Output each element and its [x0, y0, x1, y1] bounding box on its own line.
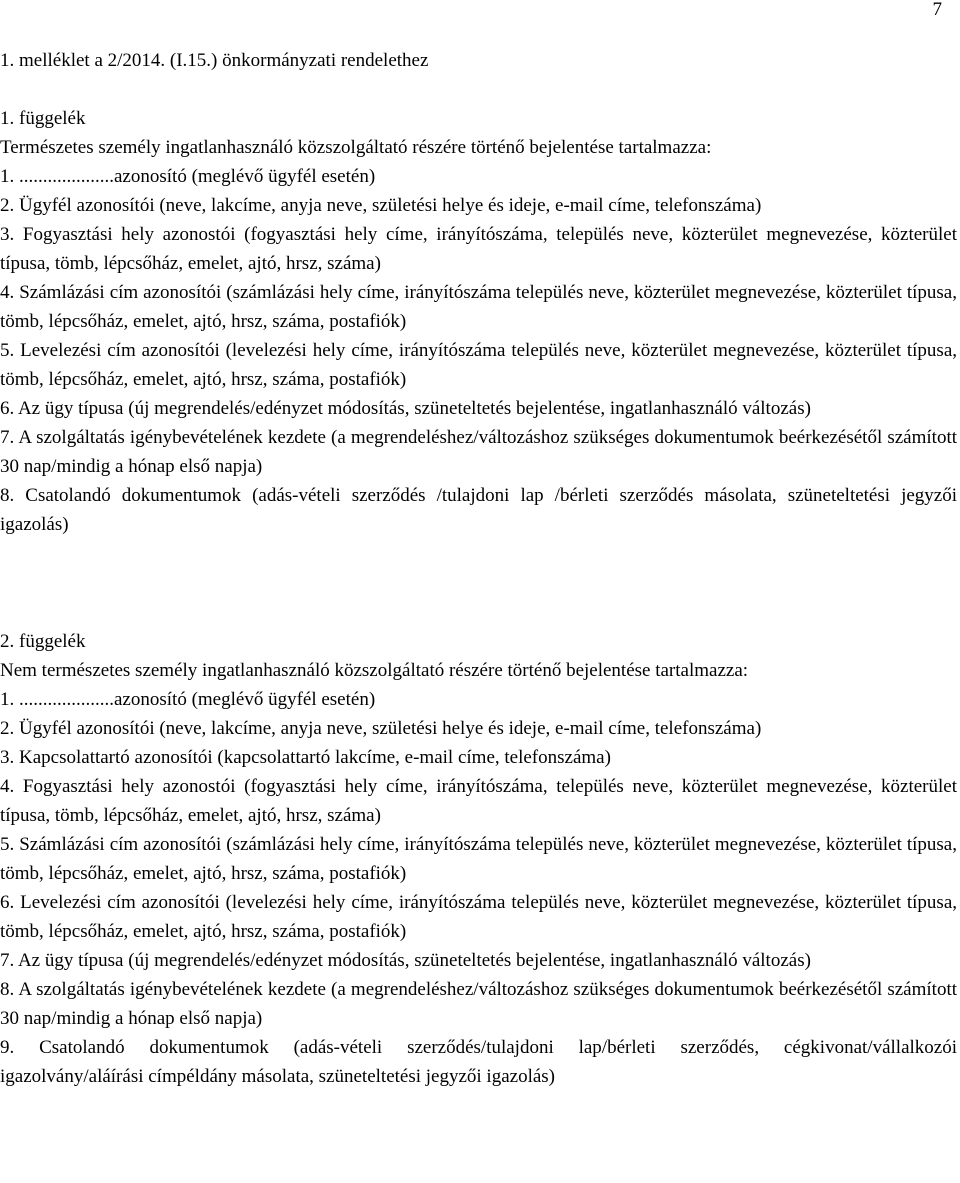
- appendix-2-item: 1. ....................azonosító (meglévő ügyfél esetén): [0, 689, 376, 710]
- appendix-1-intro: Természetes személy ingatlanhasználó közszolgáltató részére történő bejelentése tartalmazza:: [0, 137, 712, 158]
- appendix-2-item: 7. Az ügy típusa (új megrendelés/edényzet módosítás, szüneteltetés bejelentése, ingatlanhasználó változás): [0, 950, 811, 971]
- appendix-1-item: 7. A szolgáltatás igénybevételének kezdete (a megrendeléshez/változáshoz szükséges dokumentumok beérkezésétől számított 30 nap/mindig a hónap első napja): [0, 427, 957, 477]
- appendix-1-item: 8. Csatolandó dokumentumok (adás-vételi szerződés /tulajdoni lap /bérleti szerződés másolata, szüneteltetési jegyzői igazolás): [0, 485, 957, 535]
- appendix-1-item: 6. Az ügy típusa (új megrendelés/edényzet módosítás, szüneteltetés bejelentése, ingatlanhasználó változás): [0, 398, 811, 419]
- appendix-2-item: 4. Fogyasztási hely azonostói (fogyasztási hely címe, irányítószáma, település neve, közterület megnevezése, közterület típusa, tömb, lépcsőház, emelet, ajtó, hrsz, száma): [0, 776, 957, 826]
- appendix-1-item: 2. Ügyfél azonosítói (neve, lakcíme, anyja neve, születési helye és ideje, e-mail címe, telefonszáma): [0, 195, 762, 216]
- document-content: [0, 46, 957, 1091]
- appendix-1-item: 3. Fogyasztási hely azonostói (fogyasztási hely címe, irányítószáma, település neve, közterület megnevezése, közterület típusa, tömb, lépcsőház, emelet, ajtó, hrsz, száma): [0, 224, 957, 274]
- appendix-1: [0, 104, 957, 539]
- appendix-1-item: 4. Számlázási cím azonosítói (számlázási hely címe, irányítószáma település neve, közterület megnevezése, közterület típusa, tömb, lépcsőház, emelet, ajtó, hrsz, száma, postafiók): [0, 282, 957, 332]
- appendix-1-item: 1. ....................azonosító (meglévő ügyfél esetén): [0, 166, 376, 187]
- appendix-2-item: 2. Ügyfél azonosítói (neve, lakcíme, anyja neve, születési helye és ideje, e-mail címe, telefonszáma): [0, 718, 762, 739]
- appendix-2-item: 5. Számlázási cím azonosítói (számlázási hely címe, irányítószáma település neve, közterület megnevezése, közterület típusa, tömb, lépcsőház, emelet, ajtó, hrsz, száma, postafiók): [0, 834, 957, 884]
- appendix-2-intro: Nem természetes személy ingatlanhasználó közszolgáltató részére történő bejelentése tartalmazza:: [0, 660, 749, 681]
- appendix-1-item: 5. Levelezési cím azonosítói (levelezési hely címe, irányítószáma település neve, közterület megnevezése, közterület típusa, tömb, lépcsőház, emelet, ajtó, hrsz, száma, postafiók): [0, 340, 957, 390]
- appendix-2: [0, 627, 957, 1091]
- appendix-2-item: 3. Kapcsolattartó azonosítói (kapcsolattartó lakcíme, e-mail címe, telefonszáma): [0, 747, 611, 768]
- appendix-2-item: 6. Levelezési cím azonosítói (levelezési hely címe, irányítószáma település neve, közterület megnevezése, közterület típusa, tömb, lépcsőház, emelet, ajtó, hrsz, száma, postafiók): [0, 892, 957, 942]
- page-number: 7: [932, 0, 942, 20]
- appendix-2-item: 9. Csatolandó dokumentumok (adás-vételi szerződés/tulajdoni lap/bérleti szerződés, cégkivonat/vállalkozói igazolvány/aláírási címpéldány másolata, szüneteltetési jegyzői igazolás): [0, 1037, 957, 1087]
- annex-title: 1. melléklet a 2/2014. (I.15.) önkormányzati rendelethez: [0, 50, 429, 71]
- appendix-2-item: 8. A szolgáltatás igénybevételének kezdete (a megrendeléshez/változáshoz szükséges dokumentumok beérkezésétől számított 30 nap/mindig a hónap első napja): [0, 979, 957, 1029]
- appendix-1-title: 1. függelék: [0, 108, 86, 129]
- appendix-2-title: 2. függelék: [0, 631, 86, 652]
